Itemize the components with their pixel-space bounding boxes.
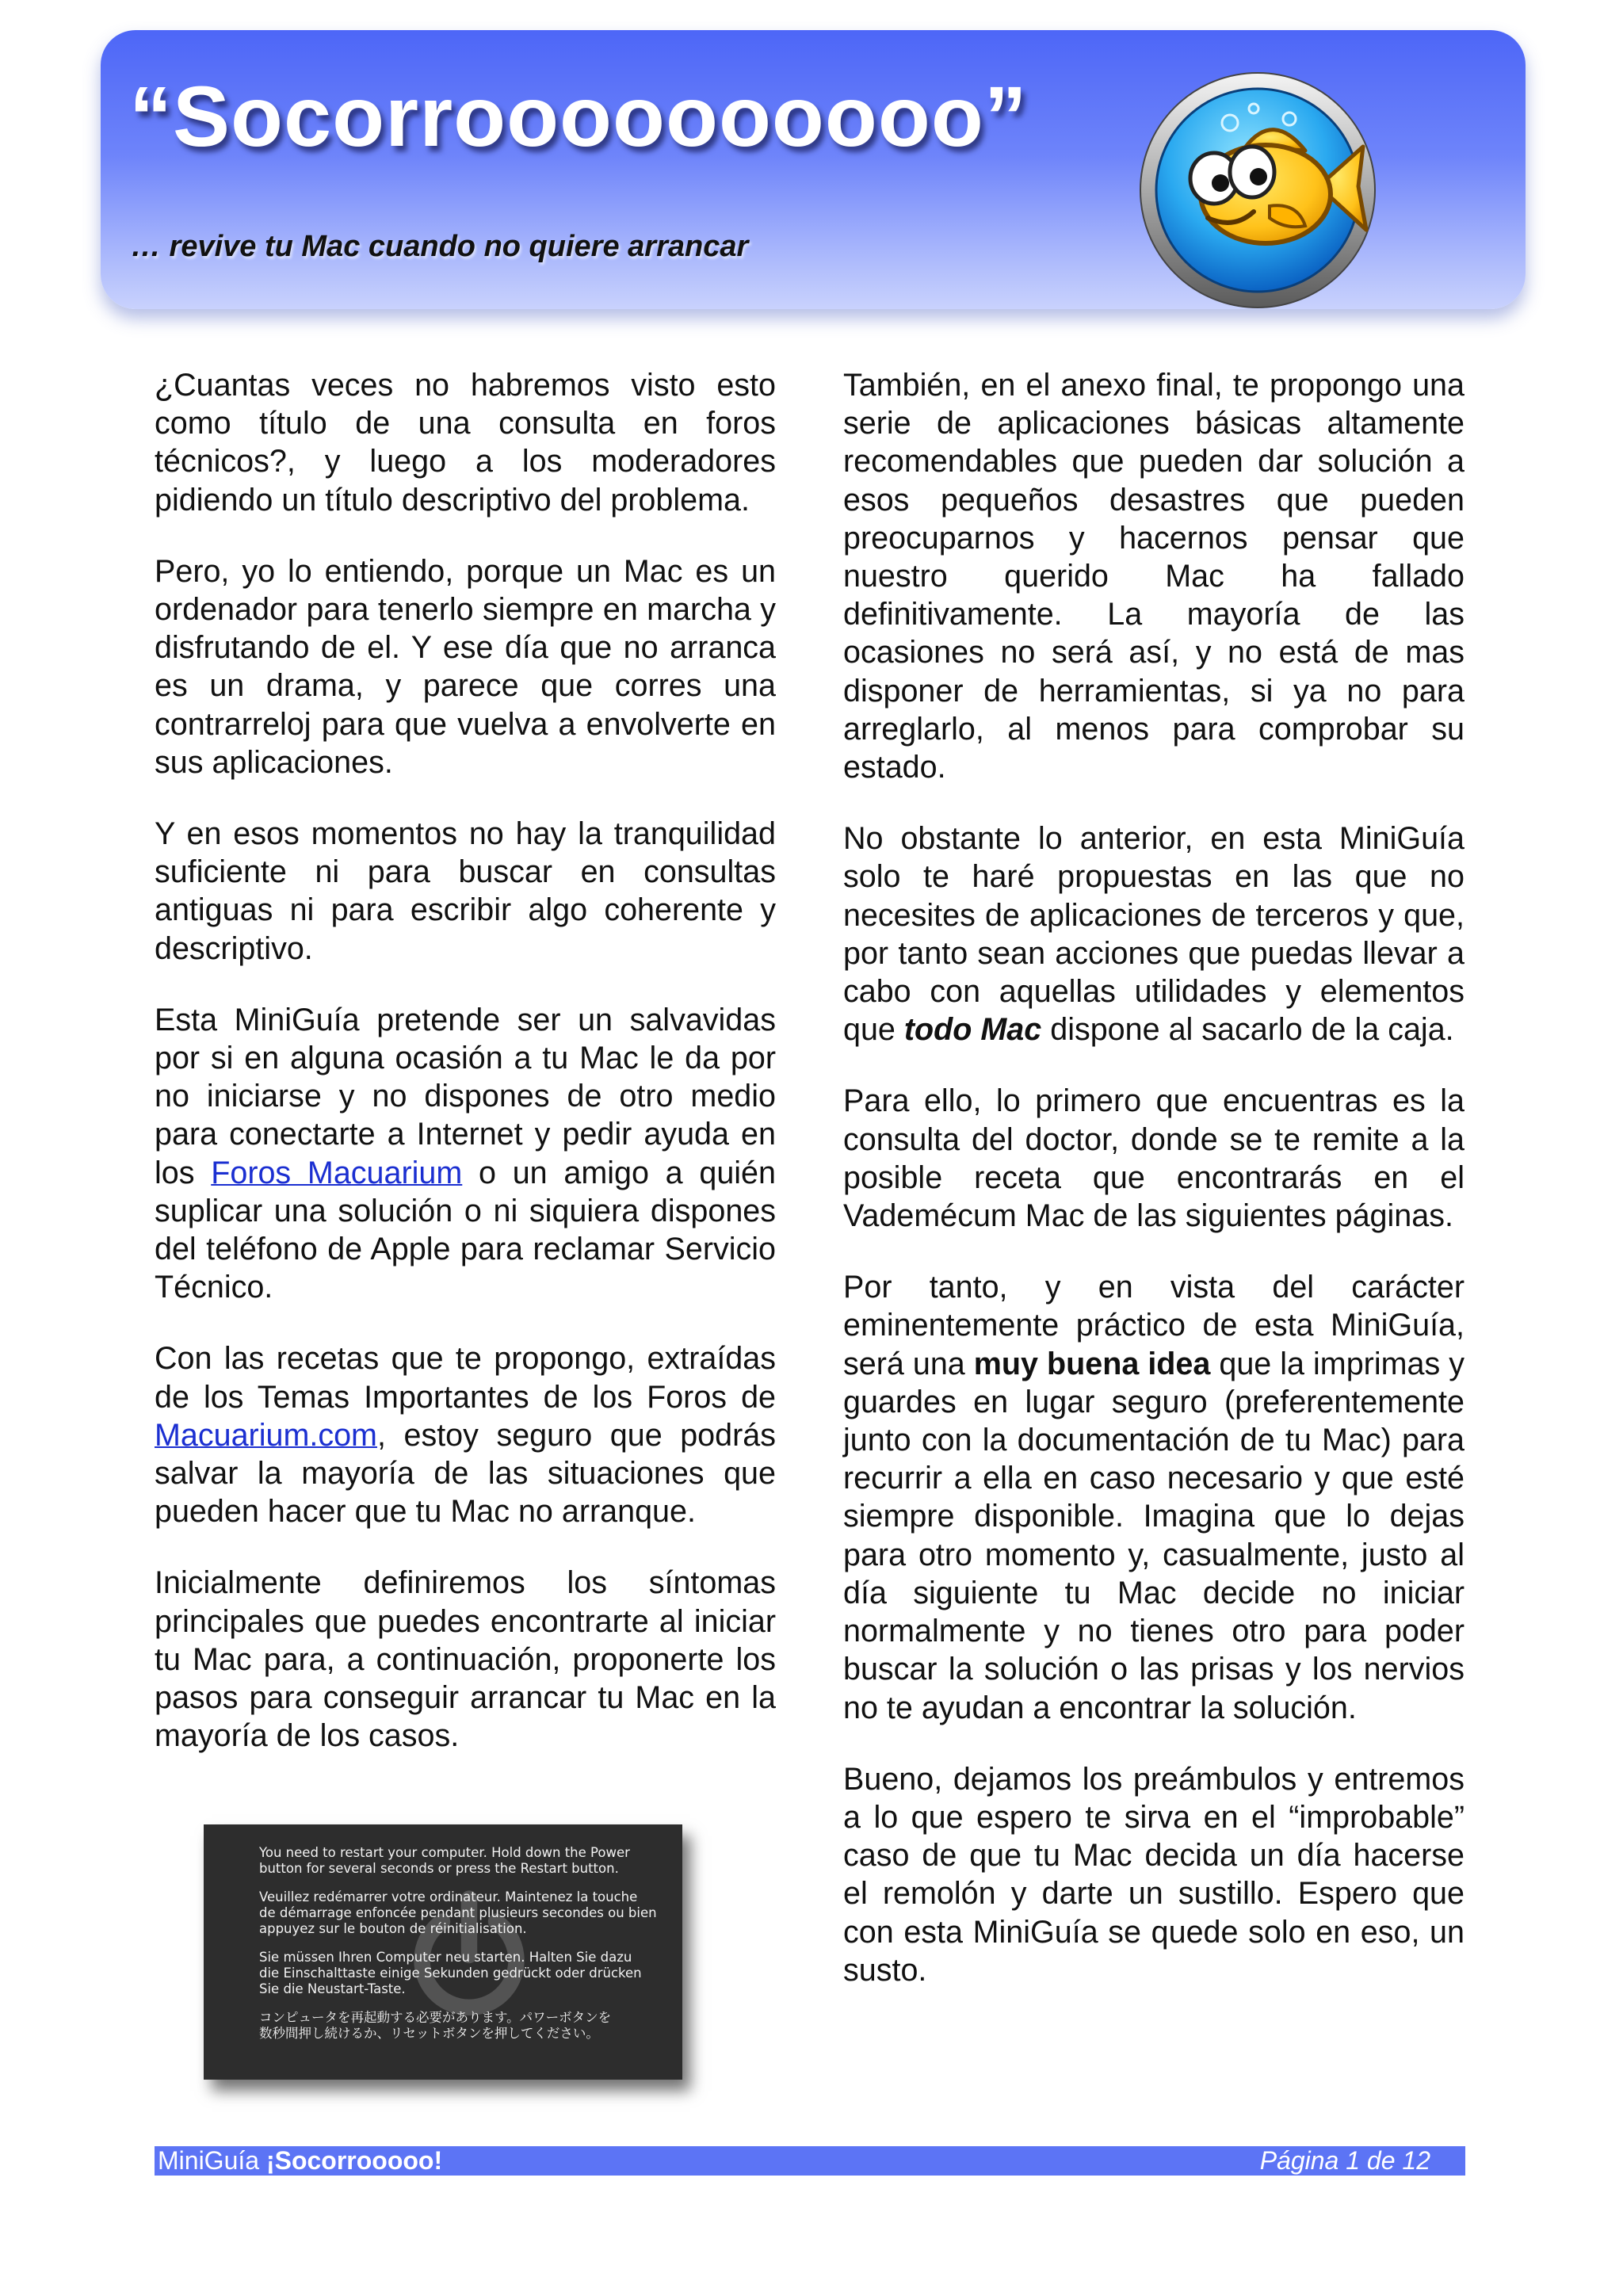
paragraph: Bueno, dejamos los preámbulos y entremos a lo que espero te sirva en el “improbable” caso de que tu Mac decida un día hacerse el remolón y darte un sustillo. Espero que con esta MiniGuía se quede solo en eso, un susto. (843, 1761, 1465, 1988)
paragraph-text: Por tanto, y en vista del carácter eminentemente práctico de esta MiniGuía, será una (843, 1270, 1465, 1381)
restart-line: Sie die Neustart-Taste. (259, 1981, 406, 1996)
macuarium-com-link[interactable]: Macuarium.com (155, 1417, 377, 1453)
strong-text: muy buena idea (973, 1346, 1211, 1381)
footer-guide-name (158, 2146, 442, 2176)
restart-line: コンピュータを再起動する必要があります。パワーボタンを (259, 2010, 612, 2025)
right-column (843, 366, 1465, 2023)
page-number: Página 1 de 12 (1259, 2146, 1430, 2175)
restart-line: You need to restart your computer. Hold down the Power (259, 1845, 630, 1860)
restart-line: appuyez sur le bouton de réinitialisation. (259, 1921, 527, 1936)
paragraph (155, 1001, 776, 1307)
restart-line: die Einschalttaste einige Sekunden gedrückt oder drücken (259, 1966, 642, 1981)
paragraph-text: que la imprimas y guardes en lugar seguro (preferentemente junto con la documentación de tu Mac) para recurrir a ella en caso necesario y que esté siempre disponible. Imagina que lo dejas para otro momento y, casualmente, justo al día siguiente tu Mac decide no iniciar normalmente y no tienes otro para poder buscar la solución o las prisas y los nervios no te ayudan a encontrar la solución. (843, 1346, 1465, 1725)
footer-guide-title: ¡Socorrooooo! (265, 2146, 443, 2175)
restart-message (259, 1845, 671, 2054)
footer-bar (155, 2146, 1465, 2176)
footer-guide-prefix: MiniGuía (158, 2146, 266, 2175)
left-column (155, 366, 776, 1789)
paragraph: Pero, yo lo entiendo, porque un Mac es un ordenador para tenerlo siempre en marcha y disfrutando de el. Y ese día que no arranca es un drama, y parece que corres una contrarreloj para que vuelva a envolverte en sus aplicaciones. (155, 553, 776, 780)
restart-line: button for several seconds or press the Restart button. (259, 1861, 619, 1876)
restart-message-german (259, 1950, 671, 1997)
restart-message-english (259, 1845, 671, 1877)
restart-message-japanese (259, 2010, 671, 2042)
paragraph: También, en el anexo final, te propongo una serie de aplicaciones básicas altamente recomendables que pueden dar solución a esos pequeños desastres que pueden preocuparnos y hacernos pensar que nuestro querido Mac ha fallado definitivamente. La mayoría de las ocasiones no será así, y no está de mas disponer de herramientas, si ya no para arreglarlo, al menos para comprobar su estado. (843, 368, 1465, 785)
paragraph: Para ello, lo primero que encuentras es la consulta del doctor, donde se te remite a la posible receta que encontrarás en el Vademécum Mac de las siguientes páginas. (843, 1083, 1465, 1234)
paragraph-text: Esta MiniGuía pretende ser un salvavidas por si en alguna ocasión a tu Mac le da por no iniciarse y no dispones de otro medio para conectarte a Internet y pedir ayuda en los (155, 1002, 776, 1190)
restart-line: 数秒間押し続けるか、リセットボタンを押してください。 (259, 2026, 599, 2041)
restart-line: de démarrage enfoncée pendant plusieurs secondes ou bien (259, 1905, 657, 1920)
kernel-panic-screenshot (204, 1824, 682, 2080)
paragraph-text: o un amigo a quién suplicar una solución o ni siquiera dispones del teléfono de Apple para reclamar Servicio Técnico. (155, 1155, 776, 1305)
restart-line: Sie müssen Ihren Computer neu starten. Halten Sie dazu (259, 1950, 632, 1965)
paragraph-text: No obstante lo anterior, en esta MiniGuía solo te haré propuestas en las que no necesites de aplicaciones de terceros y que, por tanto sean acciones que puedas llevar a cabo con aquellas utilidades y elementos que (843, 821, 1465, 1048)
page-title: “Socorroooooooooo” (129, 68, 1028, 164)
paragraph: Y en esos momentos no hay la tranquilidad suficiente ni para buscar en consultas antiguas ni para escribir algo coherente y descriptivo. (155, 816, 776, 966)
paragraph (843, 819, 1465, 1049)
restart-line: Veuillez redémarrer votre ordinateur. Maintenez la touche (259, 1889, 638, 1904)
emphasis-text: todo Mac (903, 1012, 1042, 1048)
paragraph-text: Con las recetas que te propongo, extraídas de los Temas Importantes de los Foros de (155, 1341, 776, 1415)
paragraph: Inicialmente definiremos los síntomas principales que puedes encontrarte al iniciar tu Mac para, a continuación, proponerte los pasos para conseguir arrancar tu Mac en la mayoría de los casos. (155, 1565, 776, 1754)
paragraph-text: , estoy seguro que podrás salvar la mayoría de las situaciones que pueden hacer que tu Mac no arranque. (155, 1417, 776, 1530)
restart-message-french (259, 1889, 671, 1937)
paragraph (843, 1268, 1465, 1726)
cartoon-fish-icon (1135, 67, 1381, 313)
page-subtitle: … revive tu Mac cuando no quiere arrancar (131, 230, 749, 263)
paragraph: ¿Cuantas veces no habremos visto esto como título de una consulta en foros técnicos?, y luego a los moderadores pidiendo un título descriptivo del problema. (155, 368, 776, 518)
paragraph (155, 1339, 776, 1530)
paragraph-text: dispone al sacarlo de la caja. (1041, 1012, 1454, 1048)
foros-macuarium-link[interactable]: Foros Macuarium (211, 1155, 463, 1190)
